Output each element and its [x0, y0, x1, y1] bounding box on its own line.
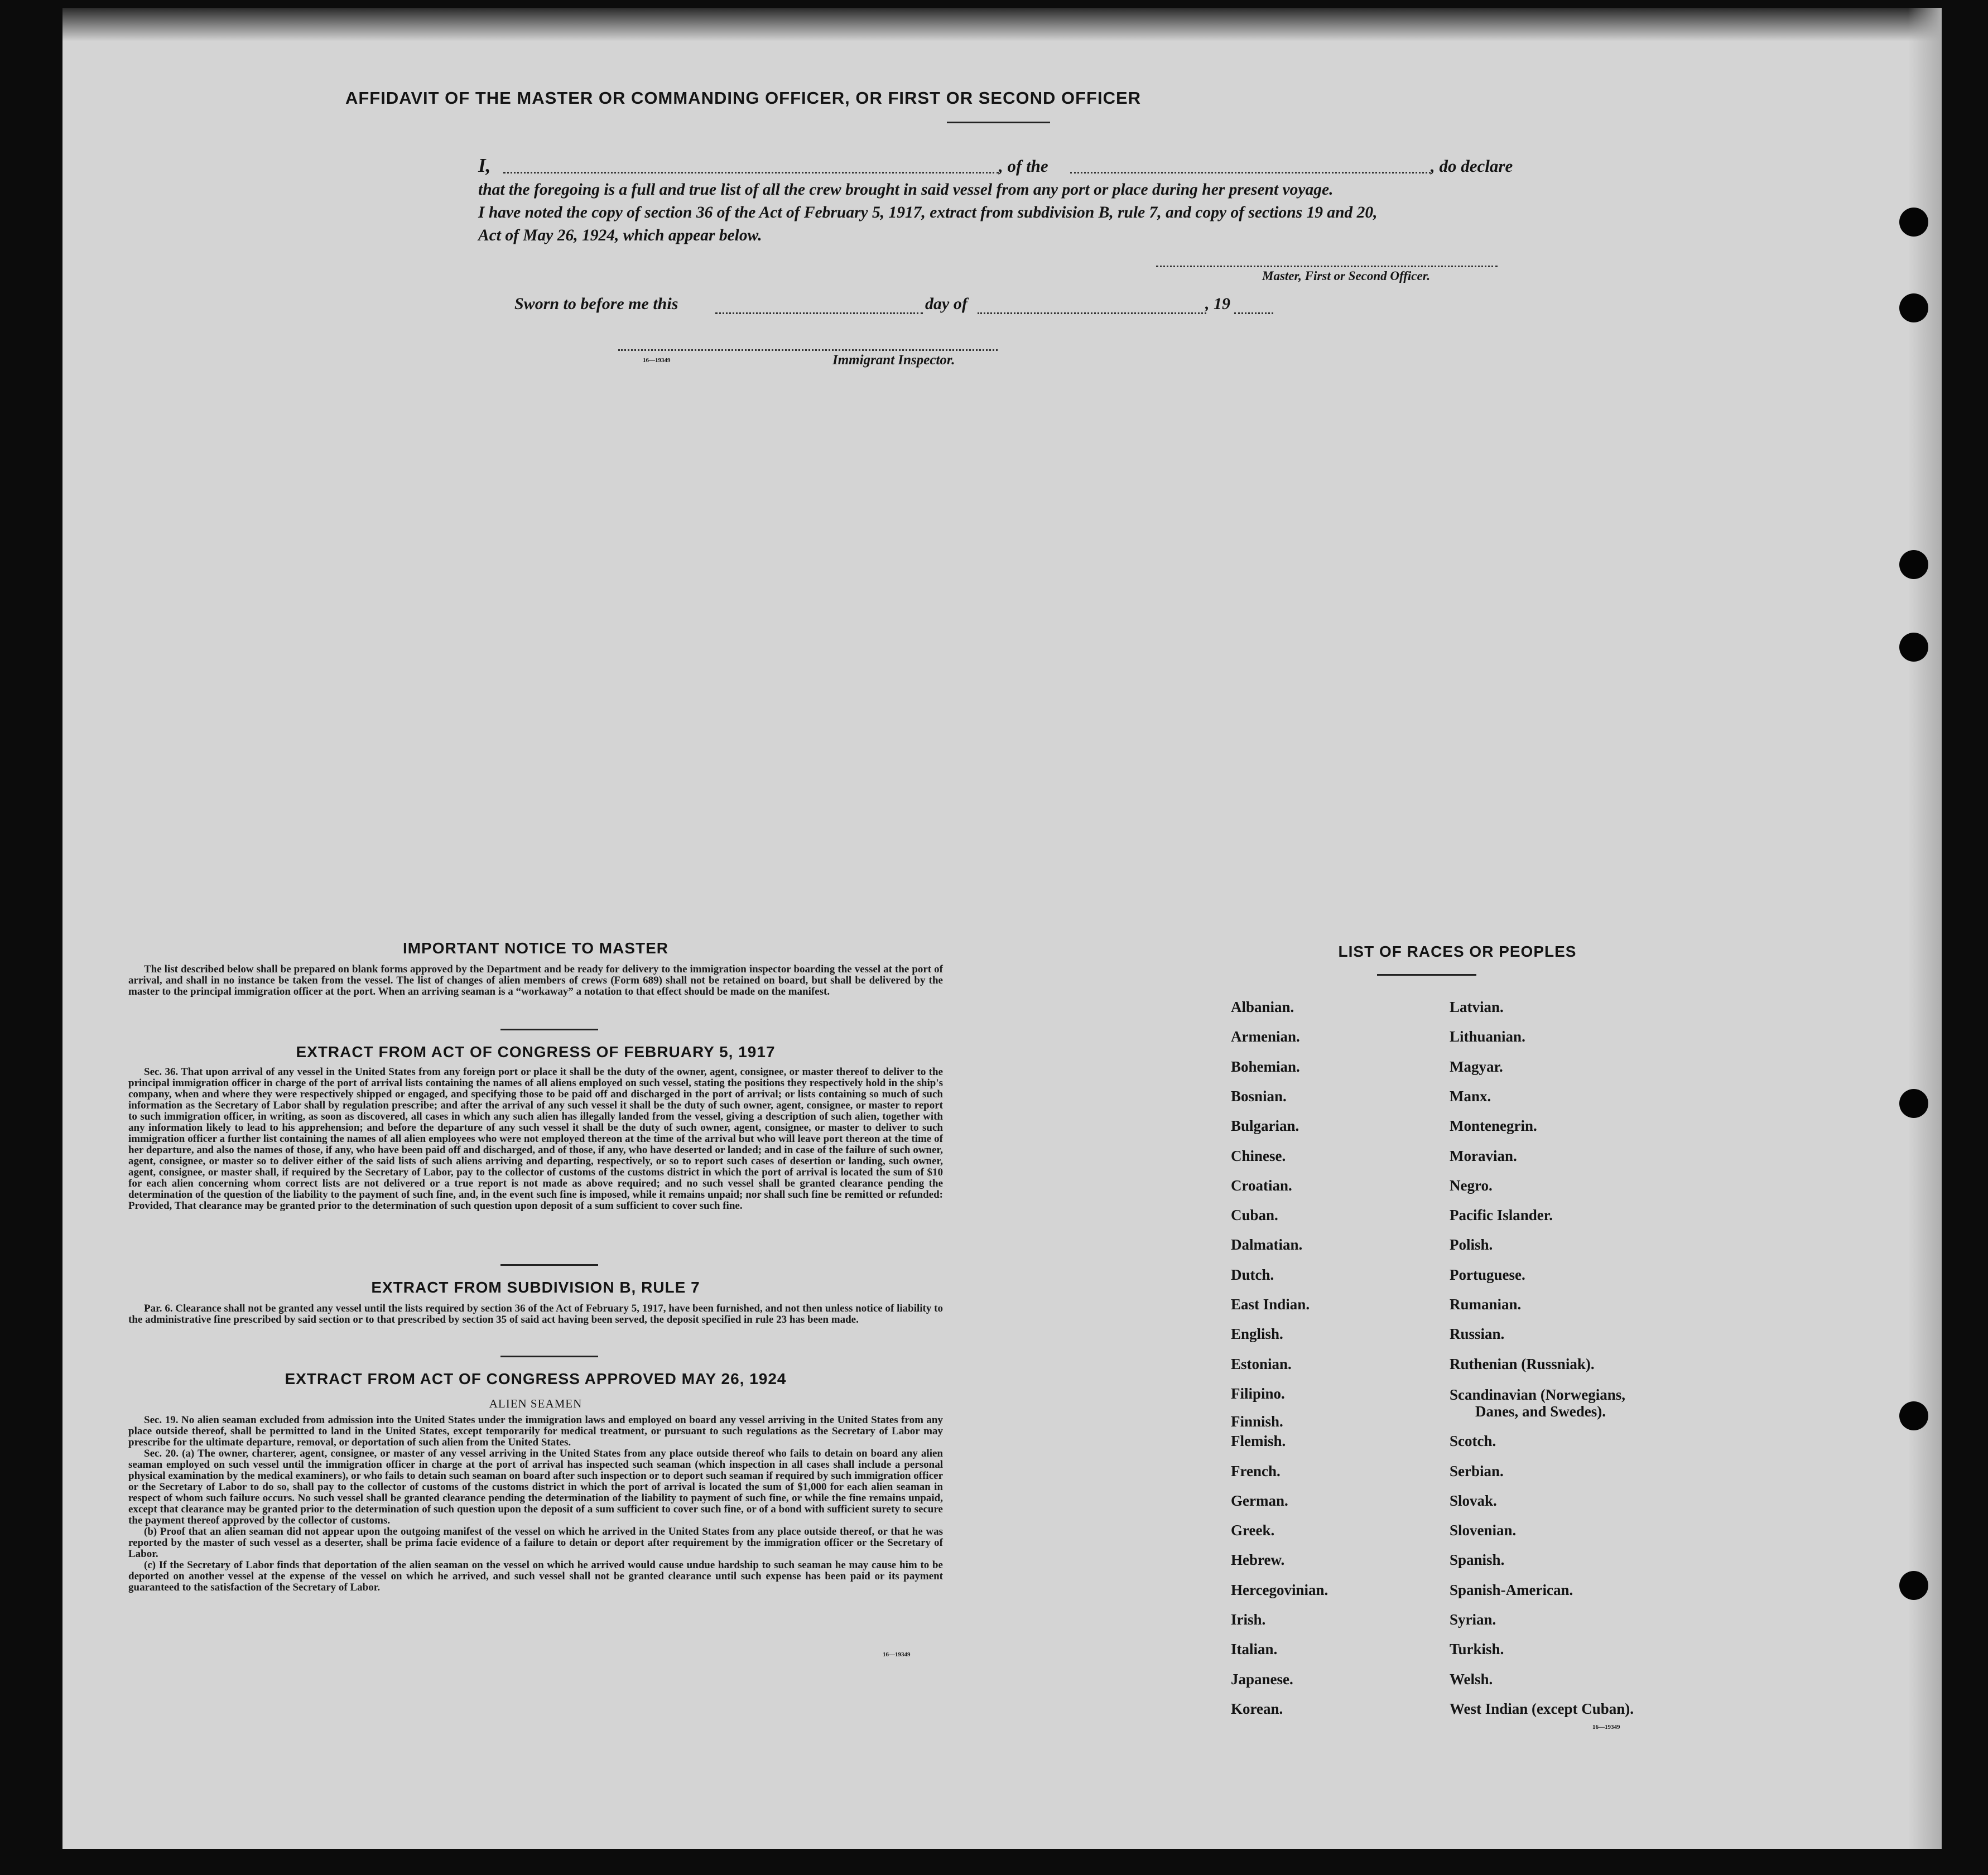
punch-hole	[1899, 208, 1928, 237]
inspector-caption: Immigrant Inspector.	[832, 353, 955, 368]
race-item: Turkish.	[1450, 1641, 1504, 1657]
race-item: Dalmatian.	[1231, 1236, 1303, 1253]
race-item: Scotch.	[1450, 1433, 1496, 1449]
declaration-line: that the foregoing is a full and true list of all the crew brought in said vessel from any port or place during her present voyage.	[478, 181, 1334, 199]
race-item: Spanish-American.	[1450, 1582, 1573, 1598]
sworn-label: Sworn to before me this	[514, 295, 678, 313]
extract-1924-title: EXTRACT FROM ACT OF CONGRESS APPROVED MAY 26, 1924	[285, 1370, 787, 1387]
race-item: Negro.	[1450, 1177, 1493, 1194]
race-item: Hebrew.	[1231, 1551, 1285, 1568]
race-item: Rumanian.	[1450, 1296, 1522, 1313]
year-label: , 19	[1205, 295, 1230, 313]
extract-1924-paragraph: (b) Proof that an alien seaman did not appear upon the outgoing manifest of the vessel on which he arrived in the United States from any place outside thereof, or that he was reported by the master of such vessel as a deserter, shall be prima facie evidence of a failure to detain or deport after requirement by the immigration officer or the Secretary of Labor.	[128, 1526, 943, 1560]
race-item: Scandinavian (Norwegians,	[1450, 1386, 1626, 1403]
punch-hole	[1899, 293, 1928, 322]
document-page	[62, 8, 1942, 1849]
race-item: East Indian.	[1231, 1296, 1310, 1313]
signature-caption: Master, First or Second Officer.	[1262, 269, 1431, 283]
notice-title: IMPORTANT NOTICE TO MASTER	[402, 939, 669, 957]
section-divider	[500, 1356, 598, 1357]
section-divider	[500, 1264, 598, 1266]
punch-hole	[1899, 1401, 1928, 1430]
vessel-blank-line	[1070, 172, 1431, 173]
form-number: 16—19349	[643, 357, 671, 364]
race-item: Syrian.	[1450, 1611, 1496, 1628]
race-item: Flemish.	[1231, 1433, 1286, 1449]
extract-1924-section	[128, 1415, 943, 1593]
race-item: Polish.	[1450, 1236, 1493, 1253]
affidavit-do-declare-label: , do declare	[1431, 156, 1513, 176]
race-item: Spanish.	[1450, 1551, 1505, 1568]
race-item: Moravian.	[1450, 1148, 1517, 1164]
punch-hole	[1899, 633, 1928, 662]
inspector-signature-line	[618, 349, 998, 351]
race-item: Lithuanian.	[1450, 1028, 1525, 1045]
race-item: Manx.	[1450, 1088, 1491, 1105]
extract-rule7-text: Par. 6. Clearance shall not be granted any vessel until the lists required by section 36 of the Act of February 5, 1917, have been furnished, and not then unless notice of liability to the administrative fine prescribed by said section or to that prescribed by section 35 of said act having been served, the deposit specified in rule 23 has been made.	[128, 1303, 943, 1325]
race-item: Magyar.	[1450, 1058, 1503, 1075]
race-item: Serbian.	[1450, 1463, 1504, 1479]
affidavit-i-label: I,	[478, 155, 491, 176]
master-signature-line	[1156, 266, 1498, 267]
extract-1917-section	[128, 1067, 943, 1212]
race-item: Pacific Islander.	[1450, 1207, 1553, 1223]
month-blank-line	[978, 312, 1206, 314]
name-blank-line	[503, 172, 999, 173]
race-item: Latvian.	[1450, 999, 1504, 1015]
declaration-line: I have noted the copy of section 36 of the Act of February 5, 1917, extract from subdivision B, rule 7, and copy of sections 19 and 20,	[478, 204, 1378, 221]
race-item: Slovak.	[1450, 1492, 1497, 1509]
day-of-label: day of	[925, 295, 967, 313]
scan-edge-shadow	[62, 8, 1942, 41]
races-title: LIST OF RACES OR PEOPLES	[1338, 943, 1577, 960]
race-item: Korean.	[1231, 1700, 1283, 1717]
extract-rule7-title: EXTRACT FROM SUBDIVISION B, RULE 7	[371, 1279, 700, 1296]
race-item: Bohemian.	[1231, 1058, 1300, 1075]
race-item: Irish.	[1231, 1611, 1266, 1628]
race-item: Hercegovinian.	[1231, 1582, 1328, 1598]
race-item: English.	[1231, 1325, 1283, 1342]
alien-seamen-subtitle: ALIEN SEAMEN	[489, 1397, 583, 1410]
affidavit-of-the-label: , of the	[999, 156, 1048, 176]
races-title-underline	[1377, 974, 1476, 976]
race-item: Bosnian.	[1231, 1088, 1287, 1105]
race-item: Croatian.	[1231, 1177, 1292, 1194]
race-item: Albanian.	[1231, 999, 1294, 1015]
race-item: Dutch.	[1231, 1266, 1274, 1283]
day-blank-line	[715, 312, 923, 314]
title-underline	[947, 122, 1050, 123]
extract-1917-title: EXTRACT FROM ACT OF CONGRESS OF FEBRUARY 5, 1917	[296, 1043, 776, 1061]
race-item: Russian.	[1450, 1325, 1505, 1342]
race-item: Ruthenian (Russniak).	[1450, 1356, 1595, 1372]
race-item: Chinese.	[1231, 1148, 1286, 1164]
punch-hole	[1899, 1571, 1928, 1600]
extract-1917-text: Sec. 36. That upon arrival of any vessel in the United States from any foreign port or place it shall be the duty of the owner, agent, consignee, or master thereof to deliver to the principal immigration officer in charge of the port of arrival lists containing the names of all aliens employed on such vessel, stating the positions they respectively hold in the ship's company, when and where they were respectively shipped or engaged, and specifying those to be paid off and discharged in the port of arrival; or lists containing so much of such information as the Secretary of Labor shall by regulation prescribe; and after the arrival of any such vessel it shall be the duty of such owner, agent, consignee, or master to report to such immigration officer, in writing, as soon as discovered, all cases in which any such alien has illegally landed from the vessel, giving a description of such alien, together with any information likely to lead to his apprehension; and before the departure of any such vessel it shall be the duty of such owner, agent, consignee, or master to deliver to such immigration officer a further list containing the names of all alien employees who were not employed thereon at the time of the arrival but who will leave port thereon at the time of her departure, and also the names of those, if any, who have been paid off and discharged, and of those, if any, who have deserted or landed; and in case of the failure of such owner, agent, consignee, or master so to deliver either of the said lists of such aliens arriving and departing, respectively, or so to report such cases of desertion or landing, such owner, agent, consignee, or master shall, if required by the Secretary of Labor, pay to the collector of customs of the customs district in which the port of arrival is located the sum of $10 for each alien concerning whom correct lists are not delivered or a true report is not made as above required; and no such vessel shall be granted clearance pending the determination of the question of the liability to the payment of such fine, and, in the event such fine is imposed, while it remains unpaid; nor shall such fine be remitted or refunded: Provided, That clearance may be granted prior to the determination of such question upon deposit of a sum sufficient to cover such fine.	[128, 1066, 943, 1212]
race-item: Italian.	[1231, 1641, 1278, 1657]
punch-hole	[1899, 550, 1928, 579]
race-item: Portuguese.	[1450, 1266, 1525, 1283]
notice-section	[128, 964, 943, 997]
race-item: Slovenian.	[1450, 1522, 1517, 1539]
race-item: Cuban.	[1231, 1207, 1278, 1223]
notice-text: The list described below shall be prepared on blank forms approved by the Department and be ready for delivery to the immigration inspector boarding the vessel at the port of arrival, and shall in no instance be taken from the vessel. The list of changes of alien members of crews (Form 689) shall not be retained on board, but shall be delivered by the master to the principal immigration officer at the port. When an arriving seaman is a “workaway” a notation to that effect should be made on the manifest.	[128, 963, 943, 997]
form-number: 16—19349	[883, 1651, 911, 1658]
race-item: Danes, and Swedes).	[1475, 1403, 1606, 1420]
form-number: 16—19349	[1592, 1724, 1620, 1731]
race-item: French.	[1231, 1463, 1281, 1479]
extract-1924-paragraph: (c) If the Secretary of Labor finds that deportation of the alien seaman on the vessel on which he arrived would cause undue hardship to such seaman he may cause him to be deported on another vessel at the expense of the vessel on which he arrived, and such vessel shall not be granted clearance until such expense has been paid or its payment guaranteed to the satisfaction of the Secretary of Labor.	[128, 1559, 943, 1593]
extract-1924-paragraph: Sec. 19. No alien seaman excluded from admission into the United States under the immigration laws and employed on board any vessel arriving in the United States from any place outside thereof, shall be permitted to land in the United States, except temporarily for medical treatment, or pursuant to such regulations as the Secretary of Labor may prescribe for the ultimate departure, removal, or deportation of such alien from the United States.	[128, 1414, 943, 1448]
extract-1924-paragraph: Sec. 20. (a) The owner, charterer, agent, consignee, or master of any vessel arriving in the United States from any place outside thereof who fails to detain on board any alien seaman employed on such vessel until the immigration officer in charge at the port of arrival has inspected such seaman (which inspection in all cases shall include a personal physical examination by the medical examiners), or who fails to detain such seaman on board after such inspection or to deport such seaman if required by such immigration officer or the Secretary of Labor to do so, shall pay to the collector of customs of the customs district in which the port of arrival is located the sum of $1,000 for each alien seaman in respect of whom such failure occurs. No such vessel shall be granted clearance pending the determination of the liability to payment of such fine, or while the fine remains unpaid, except that clearance may be granted prior to the determination of such question upon the deposit of a sum sufficient to cover such fine, or of a bond with sufficient surety to secure the payment thereof approved by the collector of customs.	[128, 1448, 943, 1526]
race-item: Armenian.	[1231, 1028, 1300, 1045]
extract-rule7-section	[128, 1303, 943, 1325]
section-divider	[500, 1029, 598, 1030]
race-item: Bulgarian.	[1231, 1117, 1299, 1134]
race-item: Montenegrin.	[1450, 1117, 1537, 1134]
race-item: German.	[1231, 1492, 1288, 1509]
race-item: Estonian.	[1231, 1356, 1292, 1372]
year-blank-line	[1234, 312, 1273, 314]
punch-hole	[1899, 1089, 1928, 1118]
race-item: Finnish.	[1231, 1413, 1283, 1430]
race-item: Filipino.	[1231, 1385, 1285, 1402]
declaration-text	[478, 179, 1378, 247]
race-item: Greek.	[1231, 1522, 1275, 1539]
race-item: Japanese.	[1231, 1671, 1293, 1688]
race-item: Welsh.	[1450, 1671, 1493, 1688]
affidavit-title: AFFIDAVIT OF THE MASTER OR COMMANDING OFFICER, OR FIRST OR SECOND OFFICER	[345, 88, 1142, 108]
declaration-line: Act of May 26, 1924, which appear below.	[478, 226, 762, 244]
race-item: West Indian (except Cuban).	[1450, 1700, 1634, 1717]
